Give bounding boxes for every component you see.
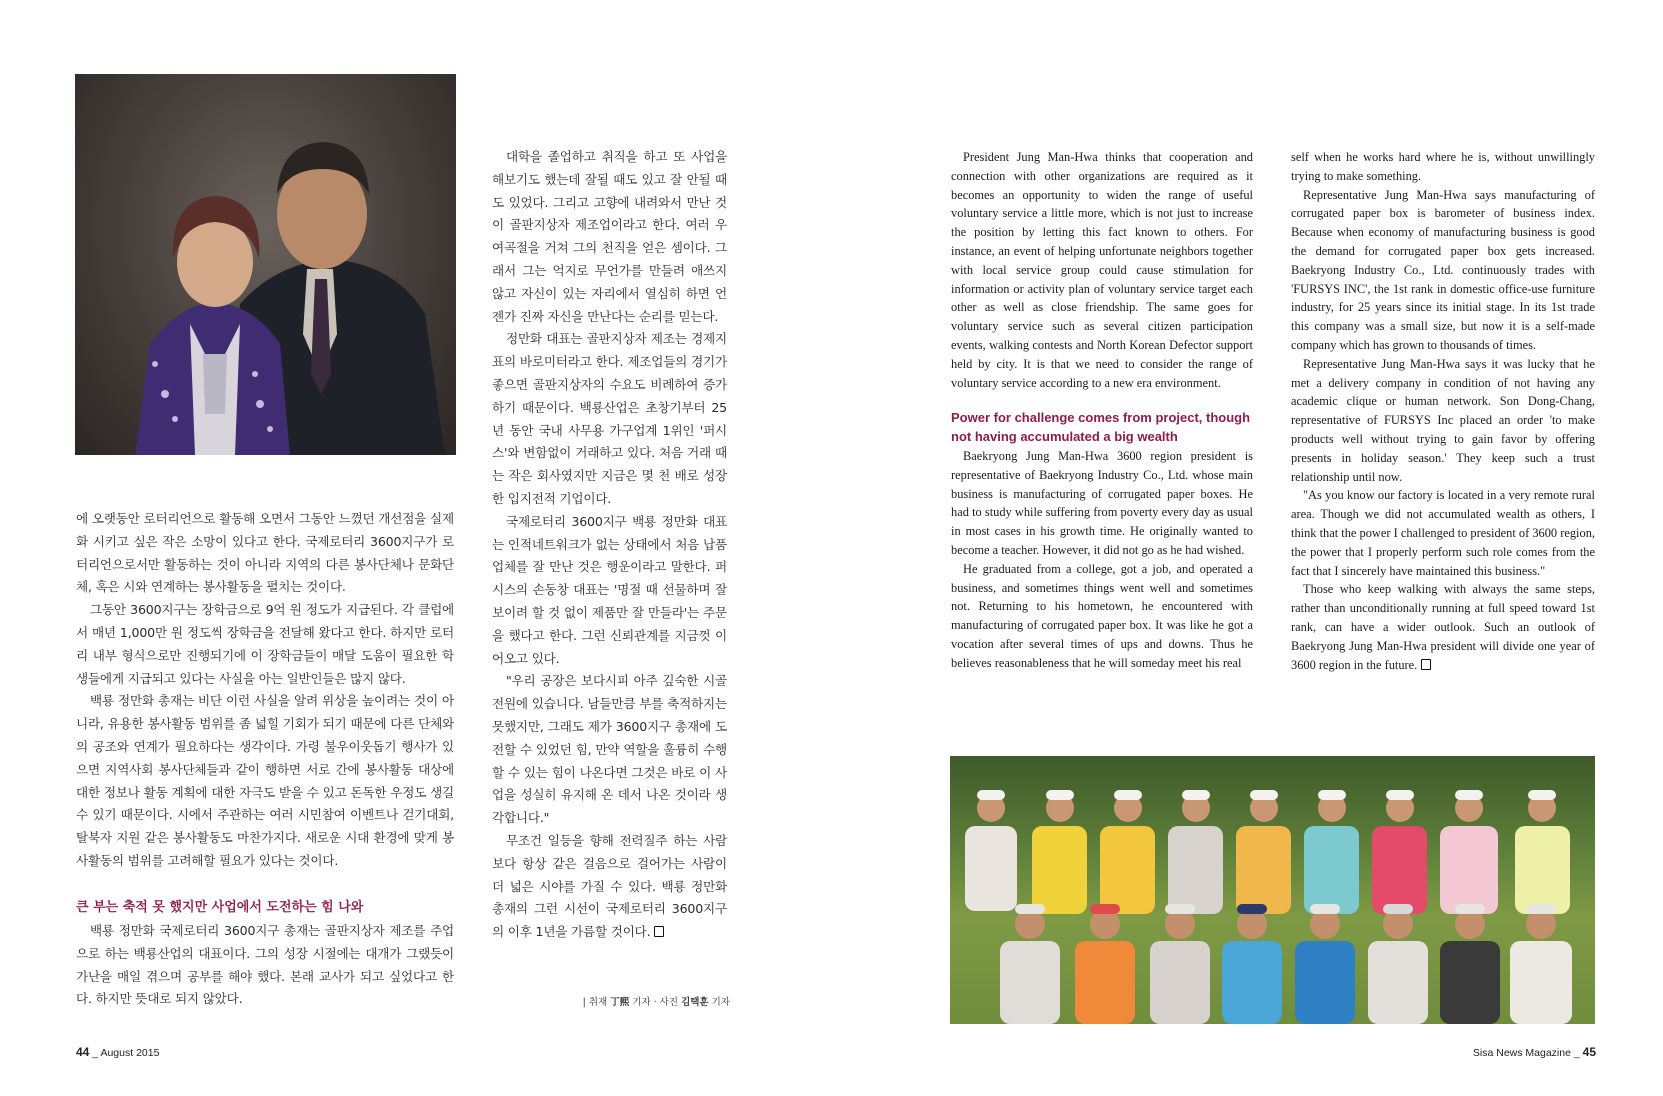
english-closing-text: Those who keep walking with always the same steps, rather than unconditionally running at full speed toward 1st rank, can have a wider outlook. Such an outlook of Baekryong Jung Man-Hwa president will divide one year of 3600 region in the future. bbox=[1291, 582, 1595, 672]
english-paragraph: Representative Jung Man-Hwa says it was lucky that he met a delivery company in condition of not having any academic clique or human network. Son Dong-Chang, representative of FURSYS Inc placed an order 'to make products well without trying to gain favor by offering presents in holiday season.' They keep such a trust relationship until now. bbox=[1291, 356, 1595, 484]
couple-portrait-photo bbox=[75, 74, 456, 455]
english-paragraph bbox=[1291, 580, 1595, 674]
english-paragraph: self when he works hard where he is, without unwillingly trying to make something. bbox=[1291, 150, 1595, 183]
english-paragraph: Baekryong Jung Man-Hwa 3600 region president is representative of Baekryong Industry Co., Ltd. whose main business is manufacturing of corrugated paper boxes. He had to study while suffering from poverty every day as usual in most cases in his growth time. He originally wanted to become a teacher. However, it did not go as he had wished. bbox=[951, 449, 1253, 557]
folio-right bbox=[1406, 1045, 1596, 1059]
credit-suffix: 기자 bbox=[711, 997, 730, 1008]
english-column-2 bbox=[1291, 148, 1595, 674]
english-paragraph: "As you know our factory is located in a very remote rural area. Though we did not accumulated wealth as others, I think that the power I challenged to president of 3600 region, the power that I properly perform such role comes from the fact that I sincerely have maintained this business." bbox=[1291, 488, 1595, 578]
byline-credit bbox=[570, 994, 730, 1008]
left-page bbox=[0, 0, 831, 1096]
korean-closing-text: 무조건 일등을 향해 전력질주 하는 사람보다 항상 같은 걸음으로 걸어가는 사람이 더 넓은 시야를 가질 수 있다. 백룡 정만화 총재의 그런 시선이 국제로터리 3600지구의 이후 1년을 가름할 것이다. bbox=[492, 832, 727, 940]
korean-column-final bbox=[76, 920, 454, 1011]
page-number: 45 bbox=[1582, 1045, 1596, 1059]
korean-paragraph: "우리 공장은 보다시피 아주 깊숙한 시골 전원에 있습니다. 남들만큼 부를 축적하지는 못했지만, 그래도 제가 3600지구 총재에 도전할 수 있었던 힘, 만약 역할을 훌륭히 수행할 수 있는 힘이 나온다면 그것은 바로 이 사업을 성실히 유지해 온 데서 나온 것이라 생각합니다." bbox=[492, 673, 727, 826]
credit-middle: 기자 · 사진 bbox=[632, 997, 679, 1008]
issue-label: _ August 2015 bbox=[92, 1047, 160, 1059]
english-column-1-intro bbox=[951, 148, 1253, 392]
english-paragraph: President Jung Man-Hwa thinks that cooperation and connection with other organizations are required as it becomes an opportunity to widen the range of useful voluntary service a little more, which is not just to increase the position by letting this fact known to others. For instance, an event of helping unfortunate neighbors together with local service group could cause stimulation for information or activity plan of voluntary service target each other as well as close friendship. The same goes for voluntary service such as several citizen participation events, walking contests and North Korean Defector support held by city. It is that we need to consider the range of voluntary service according to a new era environment. bbox=[951, 150, 1253, 390]
korean-paragraph: 국제로터리 3600지구 백룡 정만화 대표는 인적네트워크가 없는 상태에서 처음 납품업체를 잘 만난 것은 행운이라고 말한다. 퍼시스의 손동창 대표는 '명절 때 선물하며 잘 보이려 할 것 없이 제품만 잘 만들라'는 주문을 했다고 한다. 그런 신뢰관계를 지금껏 이어오고 있다. bbox=[492, 513, 727, 666]
couple-portrait-illustration bbox=[75, 74, 456, 455]
korean-paragraph: 백룡 정만화 국제로터리 3600지구 총재는 골판지상자 제조를 주업으로 하는 백룡산업의 대표이다. 그의 성장 시절에는 대개가 그랬듯이 가난을 매일 겪으며 공부를 해야 했다. 본래 교사가 되고 싶었다고 한다. 하지만 뜻대로 되지 않았다. bbox=[76, 923, 454, 1007]
right-page bbox=[831, 0, 1663, 1096]
english-section-heading: Power for challenge comes from project, though not having accumulated a big wealth bbox=[951, 410, 1251, 444]
korean-paragraph: 그동안 3600지구는 장학금으로 9억 원 정도가 지급된다. 각 클럽에서 매년 1,000만 원 정도씩 장학금을 전달해 왔다고 한다. 하지만 로터리 내부 형식으로만 진행되기에 이 장학금들이 매달 도움이 필요한 학생들에게 지급되고 있다는 사실을 아는 일반인들은 많지 않다. bbox=[76, 602, 454, 686]
korean-paragraph bbox=[492, 830, 727, 944]
korean-paragraph: 정만화 대표는 골판지상자 제조는 경제지표의 바로미터라고 한다. 제조업들의 경기가 좋으면 골판지상자의 수요도 비례하여 증가하기 때문이다. 백룡산업은 초창기부터 25년 동안 국내 사무용 가구업계 1위인 '퍼시스'와 변함없이 거래하고 있다. 처음 거래 때는 작은 회사였지만 지금은 몇 천 배로 성장한 입지전적 기업이다. bbox=[492, 331, 727, 506]
credit-prefix: | 취재 bbox=[582, 997, 608, 1008]
credit-reporter: 丁熙 bbox=[610, 997, 630, 1008]
end-mark-icon bbox=[654, 926, 664, 937]
golf-group-illustration bbox=[950, 756, 1595, 1024]
folio-left bbox=[76, 1045, 159, 1059]
english-column-1-body bbox=[951, 447, 1253, 673]
magazine-label: Sisa News Magazine _ bbox=[1472, 1047, 1580, 1059]
english-paragraph: Representative Jung Man-Hwa says manufacturing of corrugated paper box is barometer of business index. Because when economy of manufacturing business is good the demand for corrugated paper box gets increased. Baekryong Industry Co., Ltd. continuously trades with 'FURSYS INC', the 1st rank in domestic office-use furniture industry, for 25 years since its initial stage. In its 1st trade this company was a small size, but now it is a self-made company which has grown to thousands of times. bbox=[1291, 187, 1595, 352]
credit-photographer: 김택훈 bbox=[681, 997, 709, 1008]
korean-column-lower bbox=[76, 508, 454, 873]
korean-paragraph: 백룡 정만화 총재는 비단 이런 사실을 알려 위상을 높이려는 것이 아니라, 유용한 봉사활동 범위를 좀 넓힐 기회가 되기 때문에 다른 단체와의 공조와 연계가 필요하다는 생각이다. 가령 불우이웃돕기 행사가 있으면 지역사회 봉사단체들과 같이 행하면 서로 간에 봉사활동 대상에 대한 정보나 활동 계획에 대한 자극도 받을 수 있고 돈독한 우정도 생길 수 있기 때문이다. 시에서 주관하는 여러 시민참여 이벤트나 걷기대회, 탈북자 지원 같은 봉사활동도 마찬가지다. 새로운 시대 환경에 맞게 봉사활동의 범위를 고려해할 필요가 있다는 것이다. bbox=[76, 693, 454, 868]
group-golf-photo bbox=[950, 756, 1595, 1024]
korean-section-heading: 큰 부는 축적 못 했지만 사업에서 도전하는 힘 나와 bbox=[76, 900, 364, 915]
english-paragraph: He graduated from a college, got a job, and operated a business, and sometimes things went well and sometimes not. Returning to his hometown, he encountered with manufacturing of corrugated paper box. It was like he got a vocation after several times of ups and downs. Thus he believes reasonableness that he will someday meet his real bbox=[951, 561, 1253, 670]
page-number: 44 bbox=[76, 1045, 90, 1059]
korean-paragraph: 에 오랫동안 로터리언으로 활동해 오면서 그동안 느꼈던 개선점을 실제화 시키고 싶은 작은 소망이 있다고 한다. 국제로터리 3600지구가 로터리언으로서만 활동하는 것이 아니라 지역의 다른 봉사단체나 문화단체, 혹은 시와 연계하는 봉사활동을 펼치는 것이다. bbox=[76, 511, 454, 595]
korean-paragraph: 대학을 졸업하고 취직을 하고 또 사업을 해보기도 했는데 잘될 때도 있고 잘 안될 때도 있었다. 그리고 고향에 내려와서 만난 것이 골판지상자 제조업이라고 한다. 여러 우여곡절을 거쳐 그의 천직을 얻은 셈이다. 그래서 그는 억지로 무언가를 만들려 애쓰지 않고 자신이 있는 자리에서 열심히 하면 언젠가 진짜 자신을 만난다는 순리를 믿는다. bbox=[492, 149, 727, 324]
korean-column-upper bbox=[492, 146, 727, 944]
end-mark-icon bbox=[1421, 659, 1431, 670]
